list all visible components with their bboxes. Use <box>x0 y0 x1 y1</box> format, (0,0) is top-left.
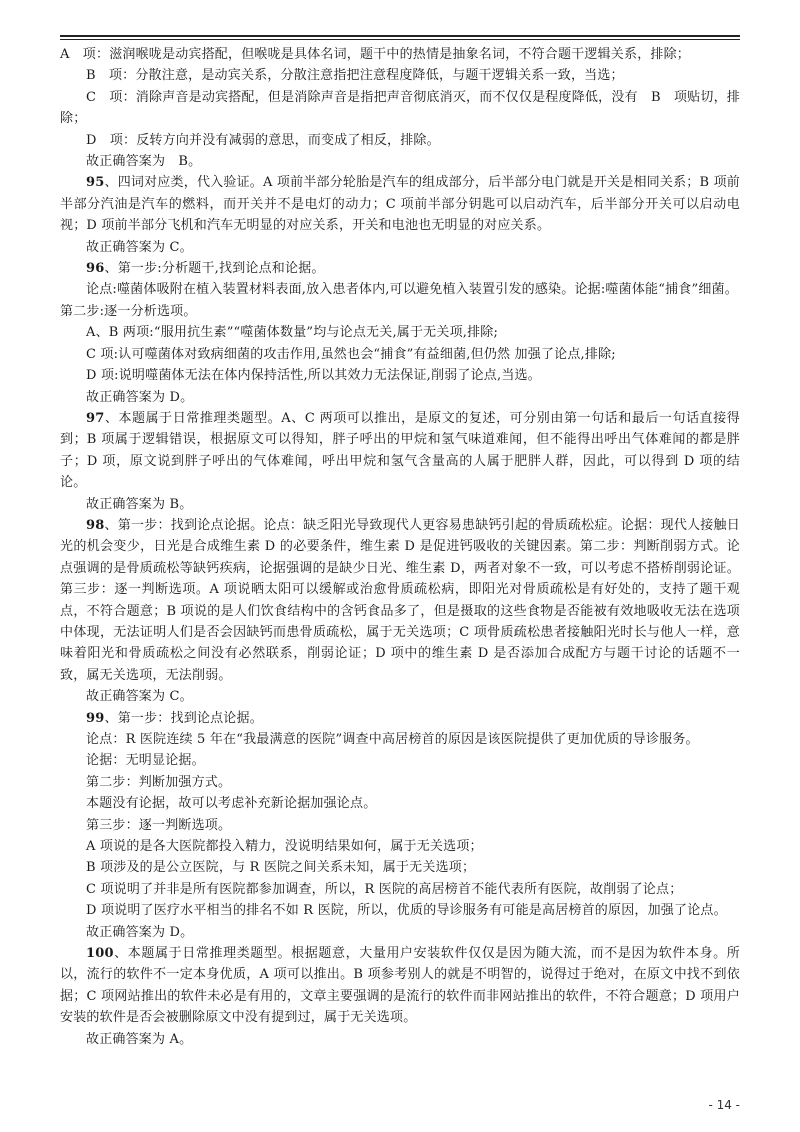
q99-step3: 第三步：逐一判断选项。 <box>86 817 232 833</box>
q99-step2: 第二步：判断加强方式。 <box>86 774 232 790</box>
q99-option-b: B 项涉及的是公立医院，与 R 医院之间关系未知，属于无关选项； <box>86 860 476 876</box>
q96-step2: 第二步:逐一分析选项。 <box>60 303 197 319</box>
q97-paragraph <box>60 408 740 494</box>
q97-body: 、本题属于日常推理类题型。A、C 两项可以推出，是原文的复述，可分别由第一句话和最后一句话直接得到；B 项属于逻辑错误，根据原文可以得知，胖子呼出的甲烷和氢气味道难闻，但不能得出呼出气体难闻的都是胖子；D 项，原文说到胖子呼出的气体难闻，呼出甲烷和氢气含量高的人属于肥胖人群，因此，可以得到 D 项的结论。 <box>60 410 740 491</box>
q100-answer: 故正确答案为 A。 <box>86 1031 193 1047</box>
q99-point: 论点：R 医院连续 5 年在“我最满意的医院”调查中高居榜首的原因是该医院提供了更加优质的导诊服务。 <box>86 732 699 747</box>
q99-option-a: A 项说的是各大医院都投入精力，没说明结果如何，属于无关选项； <box>86 839 483 855</box>
q94-option-d: D 项：反转方向并没有减弱的意思，而变成了相反，排除。 <box>86 132 440 148</box>
header-rule-thick <box>60 35 740 37</box>
q99-option-c: C 项说明了并非是所有医院都参加调查，所以，R 医院的高居榜首不能代表所有医院，故削弱了论点； <box>86 881 683 897</box>
q98-paragraph <box>60 515 740 686</box>
q94-option-c: C 项：消除声音是动宾搭配，但是消除声音是指把声音彻底消灭，而不仅仅是程度降低，没有 B 项贴切，排除； <box>60 89 740 127</box>
q96-option-ab: A、B 两项:“服用抗生素”“噬菌体数量”均与论点无关,属于无关项,排除; <box>86 325 499 341</box>
q96-step1: 、第一步:分析题干,找到论点和论据。 <box>104 261 325 277</box>
q98-number: 98 <box>86 517 105 533</box>
q99-number: 99 <box>86 710 105 726</box>
q99-note: 本题没有论据，故可以考虑补充新论据加强论点。 <box>86 796 377 812</box>
q95-paragraph <box>60 172 740 236</box>
q96-answer: 故正确答案为 D。 <box>86 389 194 405</box>
q96-option-d: D 项:说明噬菌体无法在体内保持活性,所以其效力无法保证,削弱了论点,当选。 <box>86 368 541 384</box>
q96-argument: 论点:噬菌体吸附在植入装置材料表面,放入患者体内,可以避免植入装置引发的感染。论据:噬菌体能“捕食”细菌。 <box>86 282 738 298</box>
q94-answer: 故正确答案为 B。 <box>86 154 202 170</box>
q94-option-a: A 项：滋润喉咙是动宾搭配，但喉咙是具体名词，题干中的热情是抽象名词，不符合题干逻辑关系，排除； <box>60 47 690 62</box>
q96-option-c: C 项:认可噬菌体对致病细菌的攻击作用,虽然也会“捕食”有益细菌,但仍然 加强了论点,排除; <box>86 346 616 362</box>
q94-option-b: B 项：分散注意，是动宾关系，分散注意指把注意程度降低，与题干逻辑关系一致，当选； <box>86 68 624 84</box>
header-rule-thin <box>60 39 740 40</box>
q97-number: 97 <box>86 410 105 426</box>
q98-body: 、第一步：找到论点论据。论点：缺乏阳光导致现代人更容易患缺钙引起的骨质疏松症。论据：现代人接触日光的机会变少，日光是合成维生素 D 的必要条件，维生素 D 是促进钙吸收的关键因素。第二步：判断削弱方式。论点强调的是骨质疏松等缺钙疾病，论据强调的是缺少日光、维生素 D，两者对象不一致，可以考虑不搭桥削弱论证。第三步：逐一判断选项。A 项说晒太阳可以缓解或治愈骨质疏松病，即阳光对骨质疏松是有好处的，支持了题干观点，不符合题意；B 项说的是人们饮食结构中的含钙食品多了，但是摄取的这些食物是否能被有效地吸收无法在选项中体现，无法证明人们是否会因缺钙而患骨质疏松，属于无关选项；C 项骨质疏松患者接触阳光时长与他人一样，意味着阳光和骨质疏松之间没有必然联系，削弱论证；D 项中的维生素 D 是否添加合成配方与题干讨论的话题不一致，属无关选项，无法削弱。 <box>60 517 740 683</box>
q99-answer: 故正确答案为 D。 <box>86 924 194 940</box>
q95-body: 、四词对应类，代入验证。A 项前半部分轮胎是汽车的组成部分，后半部分电门就是开关是相同关系；B 项前半部分汽油是汽车的燃料，而开关并不是电灯的动力；C 项前半部分钥匙可以启动汽车，后半部分开关可以启动电视；D 项前半部分飞机和汽车无明显的对应关系，开关和电池也无明显的对应关系。 <box>60 175 740 234</box>
q99-evidence: 论据：无明显论据。 <box>86 753 205 769</box>
q95-answer: 故正确答案为 C。 <box>86 239 193 255</box>
page-number: - 14 - <box>708 1098 740 1112</box>
q99-option-d: D 项说明了医疗水平相当的排名不如 R 医院，所以，优质的导诊服务有可能是高居榜首的原因，加强了论点。 <box>86 903 727 919</box>
q99-paragraph <box>60 708 740 729</box>
q97-answer: 故正确答案为 B。 <box>86 496 193 512</box>
q95-number: 95 <box>86 175 105 191</box>
q96-number: 96 <box>86 261 105 277</box>
q98-answer: 故正确答案为 C。 <box>86 689 193 705</box>
q100-paragraph <box>60 943 740 1029</box>
document-body <box>60 44 740 1050</box>
q99-step1: 、第一步：找到论点论据。 <box>104 710 263 726</box>
q96-paragraph <box>60 258 740 279</box>
q100-number: 100 <box>86 946 114 962</box>
q100-body: 、本题属于日常推理类题型。根据题意，大量用户安装软件仅仅是因为随大流，而不是因为软件本身。所以，流行的软件不一定本身优质，A 项可以推出。B 项参考别人的就是不明智的，说得过于绝对，在原文中找不到依据；C 项网站推出的软件未必是有用的，文章主要强调的是流行的软件而非网站推出的软件，不符合题意；D 项用户安装的软件是否会被删除原文中没有提到过，属于无关选项。 <box>60 946 740 1026</box>
